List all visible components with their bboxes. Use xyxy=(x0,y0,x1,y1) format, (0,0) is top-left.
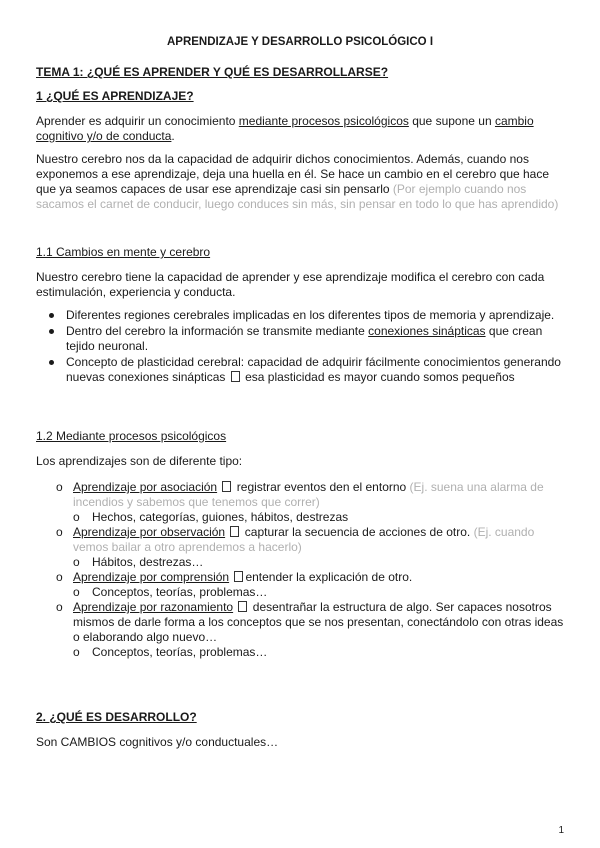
learning-type-desc: desentrañar la estructura de algo. Ser capaces nosotros mismos de darle forma a los conceptos que se nos presentan, conectándolo con otras ideas o elaborando algo nuevo… xyxy=(73,600,564,644)
arrow-glyph-icon xyxy=(230,526,239,537)
document-page xyxy=(36,36,564,758)
bullet-text: Dentro del cerebro la información se transmite mediante xyxy=(66,324,369,338)
list-item xyxy=(66,308,564,323)
list-item xyxy=(66,355,564,385)
circle-bullet-icon: o xyxy=(73,555,80,569)
example-text: (Ej. suena una alarma de incendios y sabemos que tenemos que correr) xyxy=(73,480,544,509)
learning-type-desc: capturar la secuencia de acciones de otro. xyxy=(241,525,474,539)
section2-heading: 2. ¿QUÉ ES DESARROLLO? xyxy=(36,710,197,724)
learning-type-sublist xyxy=(73,645,564,660)
section2-text: Son CAMBIOS cognitivos y/o conductuales… xyxy=(36,735,279,749)
sub-item-text: Hábitos, destrezas… xyxy=(92,555,204,569)
learning-type-sublist xyxy=(73,585,564,600)
document-title: APRENDIZAJE Y DESARROLLO PSICOLÓGICO I xyxy=(166,36,434,48)
underlined-term: mediante procesos psicológicos xyxy=(238,114,409,128)
learning-type-sublist xyxy=(73,555,564,570)
definition-text: . xyxy=(171,129,175,143)
learning-type-item xyxy=(56,600,564,660)
bullet-text: Diferentes regiones cerebrales implicadas en los diferentes tipos de memoria y aprendizaje. xyxy=(66,308,555,322)
definition-paragraph xyxy=(36,114,564,144)
bullet-text: Concepto de plasticidad cerebral: capacidad de adquirir fácilmente conocimientos generando nuevas conexiones sinápticas xyxy=(66,355,561,384)
learning-types-list xyxy=(36,480,564,660)
learning-type-name: Aprendizaje por observación xyxy=(73,525,226,539)
bullet-icon xyxy=(49,360,54,365)
brain-text: Nuestro cerebro nos da la capacidad de adquirir dichos conocimientos. Además, cuando nos exponemos a ese aprendizaje, deja una huella en él. Se hace un cambio en el cerebro que hace que ya seamos capaces de usar ese aprendizaje casi sin pensarlo xyxy=(36,152,550,196)
learning-type-desc: entender la explicación de otro. xyxy=(245,570,413,584)
subsection-1-2-intro: Los aprendizajes son de diferente tipo: xyxy=(36,454,243,468)
example-text: (Ej. cuando vemos bailar a otro aprendemos a hacerlo) xyxy=(73,525,535,554)
learning-type-name: Aprendizaje por razonamiento xyxy=(73,600,234,614)
learning-type-name: Aprendizaje por comprensión xyxy=(73,570,230,584)
learning-type-name: Aprendizaje por asociación xyxy=(73,480,218,494)
bullet-text: esa plasticidad es mayor cuando somos pequeños xyxy=(241,370,515,384)
page-number: 1 xyxy=(558,825,564,836)
learning-type-item xyxy=(56,480,564,525)
learning-type-desc: registrar eventos den el entorno xyxy=(233,480,410,494)
section1-heading: 1 ¿QUÉ ES APRENDIZAJE? xyxy=(36,89,194,103)
arrow-glyph-icon xyxy=(231,371,240,382)
learning-type-sublist xyxy=(73,510,564,525)
list-item xyxy=(66,324,564,354)
bullet-icon xyxy=(49,313,54,318)
arrow-glyph-icon xyxy=(238,601,247,612)
definition-text: Aprender es adquirir un conocimiento xyxy=(36,114,239,128)
circle-bullet-icon: o xyxy=(73,510,80,524)
example-text: (Por ejemplo cuando nos sacamos el carnet de conducir, luego conduces sin más, sin pensar en todo lo que has aprendido) xyxy=(36,182,559,211)
sub-item-text: Conceptos, teorías, problemas… xyxy=(92,585,268,599)
subsection-1-2-heading: 1.2 Mediante procesos psicológicos xyxy=(36,429,227,443)
subsection-1-1-intro: Nuestro cerebro tiene la capacidad de aprender y ese aprendizaje modifica el cerebro con cada estimulación, experiencia y conducta. xyxy=(36,270,545,299)
circle-bullet-icon: o xyxy=(56,600,63,614)
circle-bullet-icon: o xyxy=(56,480,63,494)
bullet-icon xyxy=(49,329,54,334)
circle-bullet-icon: o xyxy=(73,645,80,659)
definition-text: que supone un xyxy=(408,114,495,128)
bullet-text: que crean tejido neuronal. xyxy=(66,324,543,353)
underlined-term: conexiones sinápticas xyxy=(368,324,486,338)
brain-paragraph xyxy=(36,152,564,212)
arrow-glyph-icon xyxy=(222,481,231,492)
sub-item-text: Hechos, categorías, guiones, hábitos, destrezas xyxy=(92,510,349,524)
learning-type-item xyxy=(56,525,564,570)
underlined-term: cambio cognitivo y/o de conducta xyxy=(36,114,534,143)
sub-item-text: Conceptos, teorías, problemas… xyxy=(92,645,268,659)
bullet-list xyxy=(36,308,564,385)
subsection-1-1-heading: 1.1 Cambios en mente y cerebro xyxy=(36,245,211,259)
learning-type-item xyxy=(56,570,564,600)
circle-bullet-icon: o xyxy=(56,525,63,539)
circle-bullet-icon: o xyxy=(73,585,80,599)
arrow-glyph-icon xyxy=(234,571,243,582)
tema1-heading: TEMA 1: ¿QUÉ ES APRENDER Y QUÉ ES DESARROLLARSE? xyxy=(36,65,389,79)
circle-bullet-icon: o xyxy=(56,570,63,584)
